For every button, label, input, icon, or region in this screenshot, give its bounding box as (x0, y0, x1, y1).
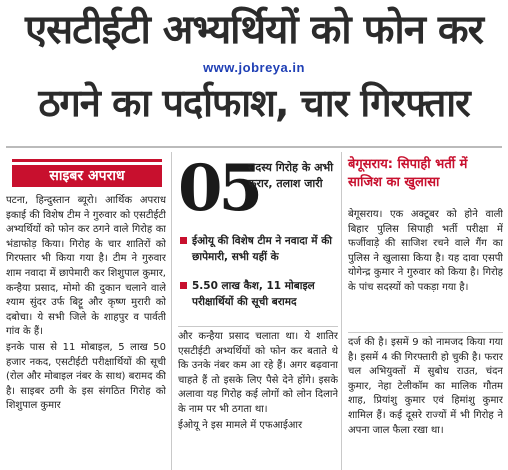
side-story-heading: बेगूसराय: सिपाही भर्ती में साजिश का खुलासा (348, 157, 468, 190)
highlight-bullet-1-text: ईओयू की विशेष टीम ने नवादा में की छापेमारी, सभी यहीं के (192, 235, 332, 263)
highlight-bullet-2 (180, 278, 335, 310)
column1-paragraph-2: इनके पास से 11 मोबाइल, 5 लाख 50 हजार नकद, एसटीईटी परीक्षार्थियों की सूची (रोल और मोबाइल नंबर के साथ) बरामद की है। साइबर ठगी के इस संगठित गिरोह को शिशुपाल कुमार (6, 341, 166, 412)
side-story-divider (348, 332, 503, 333)
column1-paragraph-1: पटना, हिन्दुस्तान ब्यूरो। आर्थिक अपराध इकाई की विशेष टीम ने गुरुवार को एसटीईटी अभ्यर्थियों को फोन कर ठगने वाले गिरोह का भंडाफोड़ किया। गिरोह के चार शातिरों को गिरफ्तार भी किया गया है। टीम ने गुरुवार शाम नवादा में छापेमारी कर शिशुपाल कुमार, कन्हैया प्रसाद, मोमो की दुकान चलाने वाले श्याम सुंदर उर्फ बिट्टू और कृष्ण मुरारी को दबोचा। ये सभी जिले के शाहपुर व पार्वती गांव के हैं। (6, 195, 166, 338)
highlight-bullet-1 (180, 233, 335, 265)
article-column-1 (6, 194, 166, 470)
highlight-divider (178, 326, 338, 327)
bullet-square-icon (180, 282, 187, 289)
section-tag (12, 159, 162, 185)
column3-paragraph: दर्ज की है। इसमें 9 को नामजद किया गया है। इसमें 4 की गिरफ्तारी हो चुकी है। फरार चल अभियुक्तों में सुबोध राउत, चंदन कुमार, नेहा टेलीकॉम का मालिक गौतम शाह, प्रियांशु कुमार एवं हिमांशु कुमार शामिल हैं। कई दूसरे राज्यों में भी गिरोह ने अपना जाल फैला रखा था। (348, 337, 503, 436)
headline-line-1: एसटीईटी अभ्यर्थियों को फोन कर (25, 7, 483, 53)
column-divider-1 (171, 152, 172, 470)
side-story-body (348, 208, 503, 328)
watermark-url[interactable]: www.jobreya.in (203, 60, 305, 75)
bullet-square-icon (180, 237, 187, 244)
column2-paragraph-2: ईओयू ने इस मामले में एफआईआर (178, 419, 303, 431)
highlight-caption: सदस्य गिरोह के अभी फरार, तलाश जारी (248, 161, 334, 190)
highlight-number: 05 (178, 151, 260, 226)
headline-line-2: ठगने का पर्दाफाश, चार गिरफ्तार (38, 81, 470, 125)
side-story-paragraph: बेगूसराय। एक अक्टूबर को होने वाली बिहार पुलिस सिपाही भर्ती परीक्षा में फर्जीवाड़े की साजिश रचने वाले गैंग का पुलिस ने खुलासा किया है। यह दावा एसपी योगेन्द्र कुमार ने गुरुवार को किया है। गिरोह के पांच सदस्यों को पकड़ा गया है। (348, 209, 503, 293)
column-divider-2 (341, 152, 342, 470)
article-column-3 (348, 336, 503, 470)
section-tag-label: साइबर अपराध (12, 165, 162, 187)
column2-paragraph-1: और कन्हैया प्रसाद चलाता था। ये शातिर एसटीईटी अभ्यर्थियों को फोन कर बताते थे कि उनके नंबर कम आ रहे हैं। अगर बढ़वाना चाहते हैं तो इसके लिए पैसे देने होंगे। इसके अलावा यह गिरोह कई लोगों को लोन दिलाने के नाम पर भी ठगता था। (178, 331, 338, 415)
headline-divider (6, 146, 502, 148)
article-column-2 (178, 330, 338, 470)
highlight-bullet-2-text: 5.50 लाख कैश, 11 मोबाइल परीक्षार्थियों की सूची बरामद (192, 280, 315, 308)
